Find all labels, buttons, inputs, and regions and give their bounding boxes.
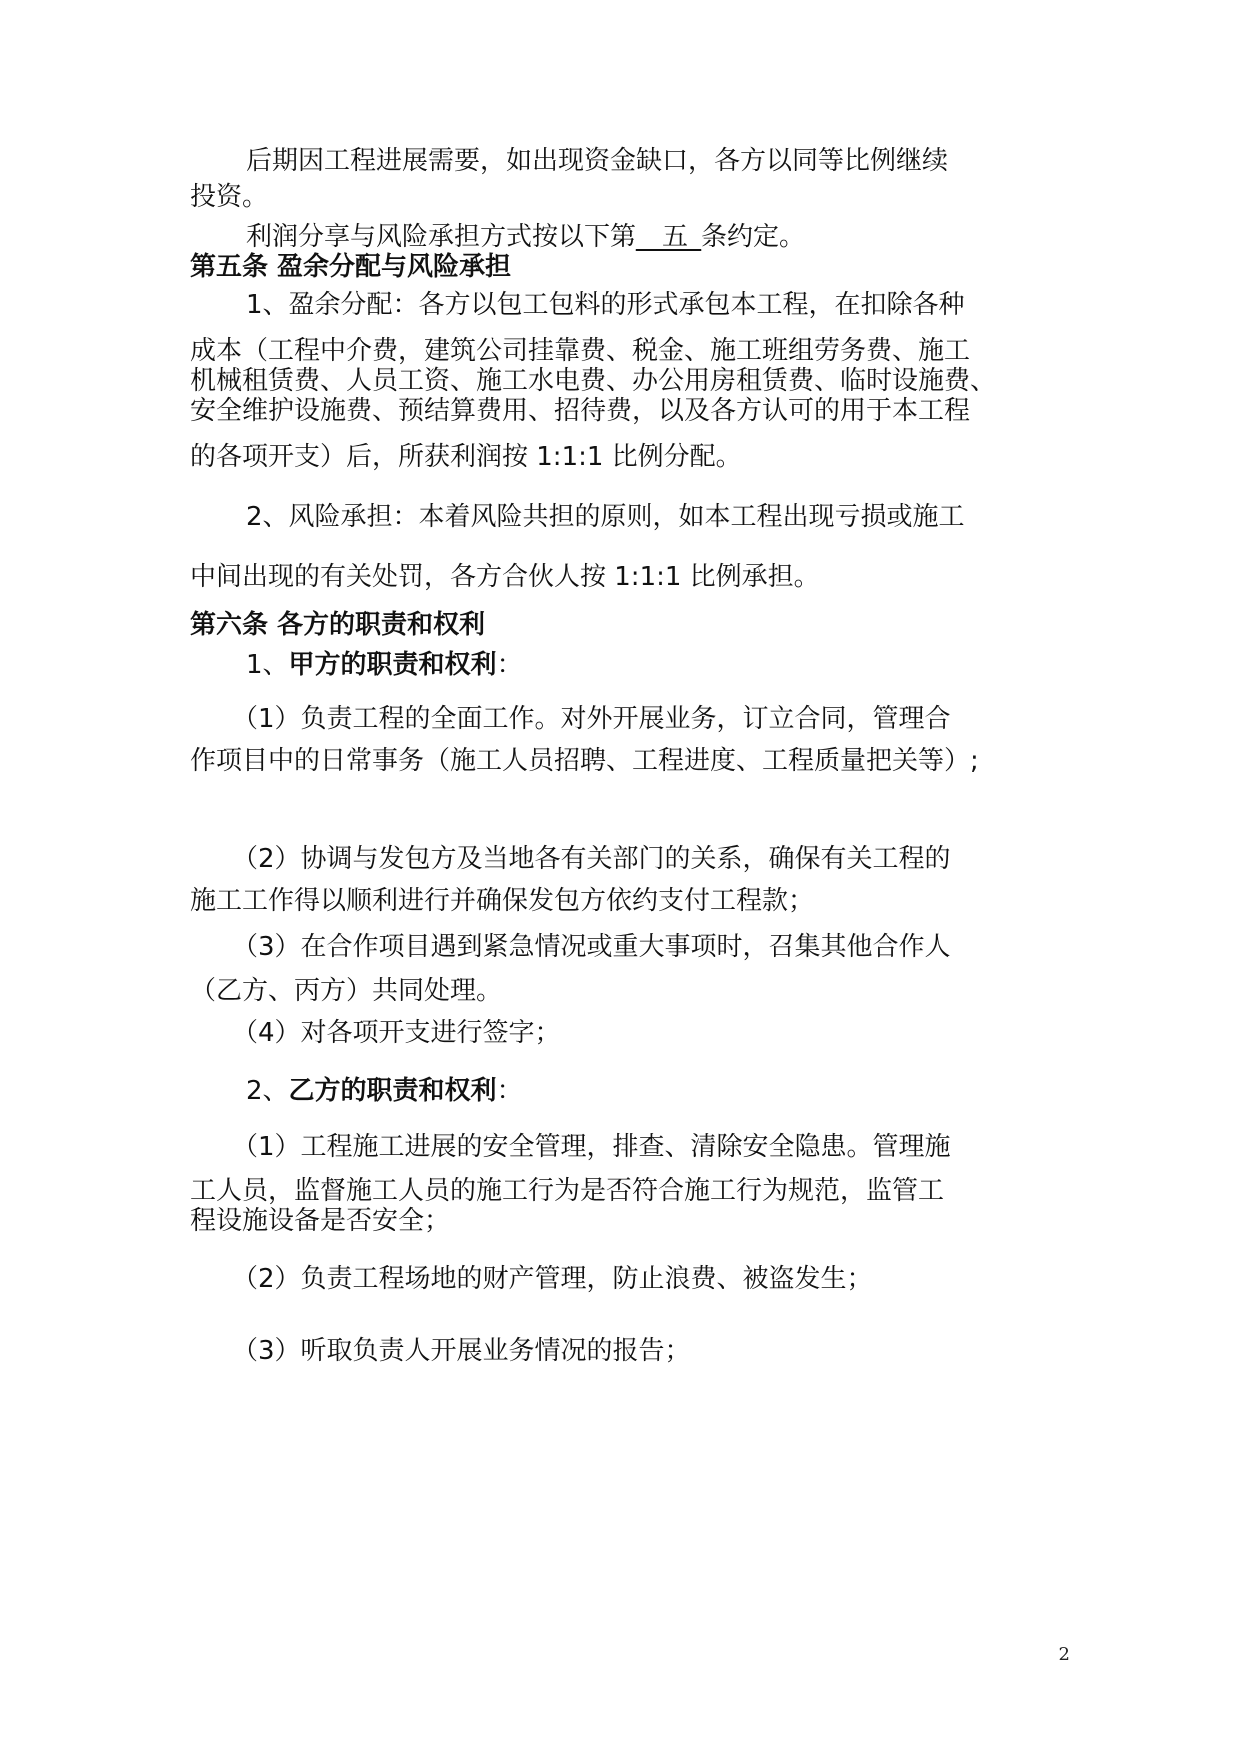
paragraph-line: 后期因工程进展需要，如出现资金缺口，各方以同等比例继续 <box>246 146 949 176</box>
subsection-title: 乙方的职责和权利 <box>288 1076 497 1106</box>
paragraph-line: （2）协调与发包方及当地各有关部门的关系，确保有关工程的 <box>232 844 951 874</box>
paragraph-line <box>246 220 1060 254</box>
clause-text: 条约定。 <box>701 222 806 252</box>
paragraph-line: 程设施设备是否安全； <box>190 1206 451 1236</box>
paragraph-line: 安全维护设施费、预结算费用、招待费，以及各方认可的用于本工程 <box>190 396 971 426</box>
section-heading-5: 第五条 盈余分配与风险承担 <box>190 252 512 282</box>
paragraph-line: 成本（工程中介费，建筑公司挂靠费、税金、施工班组劳务费、施工 <box>190 336 971 366</box>
paragraph-line: （1）负责工程的全面工作。对外开展业务，订立合同，管理合 <box>232 704 951 734</box>
subsection-colon: ： <box>496 650 523 680</box>
subsection-heading-party-b <box>246 1074 1060 1108</box>
paragraph-line: （4）对各项开支进行签字； <box>232 1018 561 1048</box>
subsection-title: 甲方的职责和权利 <box>288 650 497 680</box>
paragraph-line: （3）听取负责人开展业务情况的报告； <box>232 1336 691 1366</box>
subsection-number: 2、 <box>246 1076 289 1106</box>
page-number: 2 <box>1058 1644 1070 1665</box>
paragraph-line: 施工工作得以顺利进行并确保发包方依约支付工程款； <box>190 886 815 916</box>
paragraph-line: （3）在合作项目遇到紧急情况或重大事项时，召集其他合作人 <box>232 932 951 962</box>
paragraph-line: 的各项开支）后，所获利润按 1:1:1 比例分配。 <box>190 442 742 472</box>
paragraph-line: 机械租赁费、人员工资、施工水电费、办公用房租赁费、临时设施费、 <box>190 366 997 396</box>
subsection-heading-party-a <box>246 648 1060 682</box>
subsection-colon: ： <box>496 1076 523 1106</box>
paragraph-line: 中间出现的有关处罚，各方合伙人按 1:1:1 比例承担。 <box>190 562 820 592</box>
paragraph-line: （2）负责工程场地的财产管理，防止浪费、被盗发生； <box>232 1264 873 1294</box>
fill-blank: __五_ <box>636 222 702 252</box>
paragraph-line: 工人员，监督施工人员的施工行为是否符合施工行为规范，监管工 <box>190 1176 945 1206</box>
subsection-number: 1、 <box>246 650 289 680</box>
section-heading-6: 第六条 各方的职责和权利 <box>190 610 486 640</box>
clause-text: 利润分享与风险承担方式按以下第 <box>246 222 637 252</box>
paragraph-line: 2、风险承担：本着风险共担的原则，如本工程出现亏损或施工 <box>246 502 965 532</box>
paragraph-line: （乙方、丙方）共同处理。 <box>190 976 503 1006</box>
paragraph-line: 1、盈余分配：各方以包工包料的形式承包本工程，在扣除各种 <box>246 290 965 320</box>
paragraph-line: 投资。 <box>190 182 269 212</box>
paragraph-line: （1）工程施工进展的安全管理，排查、清除安全隐患。管理施 <box>232 1132 951 1162</box>
paragraph-line: 作项目中的日常事务（施工人员招聘、工程进度、工程质量把关等）; <box>190 746 979 776</box>
